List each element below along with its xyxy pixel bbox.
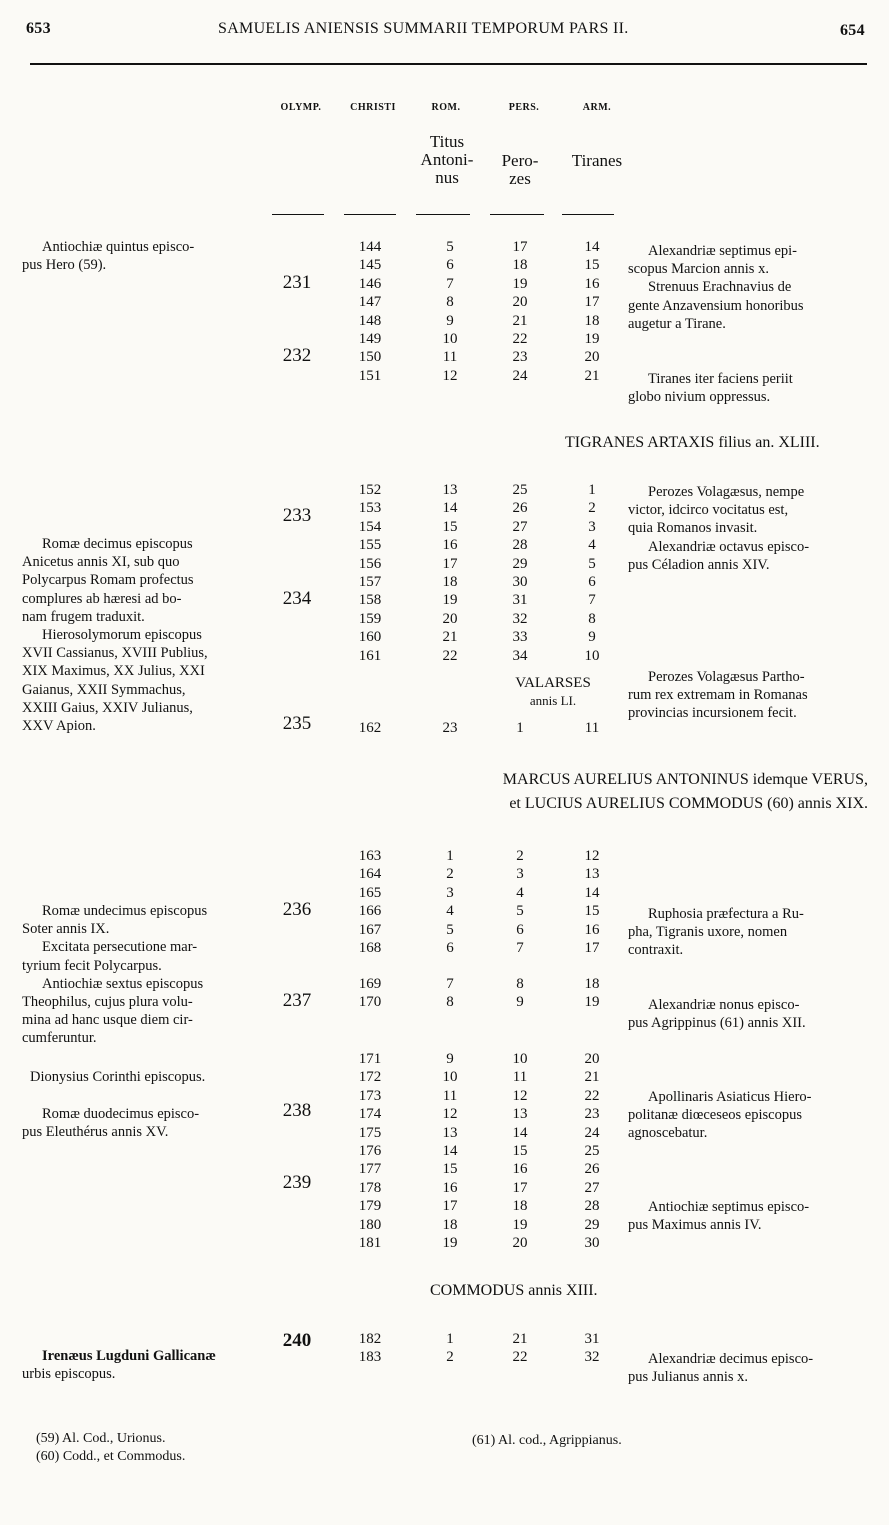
running-title: SAMUELIS ANIENSIS SUMMARII TEMPORUM PARS II.: [218, 20, 629, 37]
cell-rom: 21: [442, 629, 458, 646]
cell-christi: 160: [358, 629, 382, 646]
cell-pers: 6: [516, 921, 524, 938]
cell-arm: 15: [584, 903, 600, 920]
cell-rom: 5: [446, 921, 454, 938]
cell-pers: 21: [512, 1331, 528, 1347]
cell-christi: 153: [358, 500, 382, 517]
cell-arm: 13: [584, 866, 600, 883]
cell-christi: 163: [358, 848, 382, 864]
cell-christi: 145: [358, 257, 382, 274]
cell-arm: 20: [584, 349, 600, 366]
cell-christi: 176: [358, 1143, 382, 1159]
cell-christi: 165: [358, 884, 382, 901]
cell-rom: 7: [446, 976, 454, 992]
cell-arm: 7: [588, 592, 596, 609]
cell-rom: 4: [446, 903, 454, 920]
cell-christi: 182: [358, 1331, 382, 1347]
cell-rom: 18: [442, 1216, 458, 1233]
cell-pers: 32: [512, 610, 528, 627]
ruler-rom: Titus Antoni- nus: [420, 132, 474, 187]
cell-christi: 157: [358, 574, 382, 590]
cell-rom: 12: [442, 367, 458, 384]
cell-pers: 28: [512, 537, 528, 554]
right-annotation: Ruphosia præfectura a Ru- pha, Tigranis uxore, nomen contraxit.: [628, 906, 804, 959]
column-rule: [416, 214, 470, 215]
cell-arm: 12: [584, 848, 600, 864]
cell-pers: 20: [512, 294, 528, 311]
cell-arm: 16: [584, 921, 600, 938]
cell-pers: 22: [512, 331, 528, 347]
cell-rom: 15: [442, 1161, 458, 1178]
cell-arm: 18: [584, 976, 600, 992]
cell-arm: 8: [588, 610, 596, 627]
cell-arm: 28: [584, 1198, 600, 1215]
cell-arm: 21: [584, 1069, 600, 1086]
right-annotation: Alexandriæ septimus epi- scopus Marcion annis x. Strenuus Erachnavius de gente Anzavensium honoribus augetur a Tirane.: [628, 243, 804, 332]
cell-pers: 27: [512, 518, 528, 535]
cell-pers: 26: [512, 500, 528, 517]
cell-christi: 170: [358, 994, 382, 1011]
cell-arm: 19: [584, 331, 600, 347]
cell-rom: 2: [446, 866, 454, 883]
cell-christi: 180: [358, 1216, 382, 1233]
cell-rom: 17: [442, 1198, 458, 1215]
cell-arm: 10: [584, 647, 600, 664]
table-row: [0, 1234, 889, 1252]
cell-rom: 3: [446, 884, 454, 901]
olympiad-number: 236: [282, 899, 312, 920]
cell-pers: 1: [516, 720, 524, 736]
cell-christi: 178: [358, 1179, 382, 1196]
cell-pers: 19: [512, 1216, 528, 1233]
page-number-right: 654: [840, 22, 865, 39]
cell-rom: 10: [442, 1069, 458, 1086]
cell-pers: 30: [512, 574, 528, 590]
cell-pers: 4: [516, 884, 524, 901]
cell-arm: 19: [584, 994, 600, 1011]
cell-pers: 24: [512, 367, 528, 384]
column-header-pers: PERS.: [508, 102, 540, 113]
cell-arm: 6: [588, 574, 596, 590]
cell-rom: 22: [442, 647, 458, 664]
cell-pers: 17: [512, 1179, 528, 1196]
table-row: [0, 865, 889, 883]
left-annotation: Irenæus Lugduni Gallicanæ urbis episcopus.: [22, 1348, 216, 1383]
cell-rom: 14: [442, 500, 458, 517]
cell-arm: 17: [584, 294, 600, 311]
cell-rom: 16: [442, 537, 458, 554]
cell-christi: 146: [358, 275, 382, 292]
cell-arm: 3: [588, 518, 596, 535]
cell-rom: 15: [442, 518, 458, 535]
cell-arm: 26: [584, 1161, 600, 1178]
cell-rom: 16: [442, 1179, 458, 1196]
cell-rom: 9: [446, 1051, 454, 1067]
cell-rom: 1: [446, 848, 454, 864]
cell-christi: 181: [358, 1235, 382, 1251]
cell-pers: 29: [512, 555, 528, 572]
olympiad-number: 233: [282, 505, 312, 526]
cell-rom: 10: [442, 331, 458, 347]
cell-arm: 20: [584, 1051, 600, 1067]
cell-rom: 18: [442, 574, 458, 590]
cell-christi: 147: [358, 294, 382, 311]
table-row: [0, 1142, 889, 1160]
section-heading-tigranes: TIGRANES ARTAXIS filius an. XLIII.: [565, 434, 820, 451]
cell-christi: 169: [358, 976, 382, 992]
header-rule: [30, 63, 867, 65]
column-header-olymp: OLYMP.: [280, 102, 322, 113]
cell-rom: 14: [442, 1143, 458, 1159]
column-rule: [272, 214, 324, 215]
olympiad-number: 240: [282, 1330, 312, 1351]
cell-christi: 175: [358, 1124, 382, 1141]
ruler-valarses: VALARSES annis LI.: [515, 675, 591, 708]
cell-arm: 9: [588, 629, 596, 646]
cell-christi: 155: [358, 537, 382, 554]
cell-arm: 32: [584, 1349, 600, 1366]
cell-pers: 11: [512, 1069, 528, 1086]
cell-rom: 11: [442, 349, 458, 366]
olympiad-number: 238: [282, 1100, 312, 1121]
right-annotation: Antiochiæ septimus episco- pus Maximus annis IV.: [628, 1199, 810, 1234]
cell-christi: 166: [358, 903, 382, 920]
cell-pers: 34: [512, 647, 528, 664]
cell-pers: 8: [516, 976, 524, 992]
section-heading-marcus: MARCUS AURELIUS ANTONINUS idemque VERUS, et LUCIUS AURELIUS COMMODUS (60) annis XIX.: [502, 771, 868, 812]
left-annotation: Romæ decimus episcopus Anicetus annis XI, sub quo Polycarpus Romam profectus complures ab hæresi ad bo- nam frugem traduxit. Hierosolymorum episcopus XVII Cassianus, XVIII Publius, XIX Maximus, XX Julius, XXI Gaianus, XXII Symmachus, XXIII Gaius, XXIV Julianus, XXV Apion.: [22, 536, 208, 735]
cell-pers: 33: [512, 629, 528, 646]
left-annotation: Romæ undecimus episcopus Soter annis IX. Excitata persecutione mar- tyrium fecit Polycarpus. Antiochiæ sextus episcopus Theophilus, cujus plura volu- mina ad hanc usque diem cir- cumferuntur.: [22, 903, 208, 1047]
cell-christi: 183: [358, 1349, 382, 1366]
cell-pers: 17: [512, 239, 528, 255]
page-number-left: 653: [26, 20, 51, 37]
cell-pers: 12: [512, 1087, 528, 1104]
cell-pers: 9: [516, 994, 524, 1011]
olympiad-number: 239: [282, 1172, 312, 1193]
cell-rom: 6: [446, 257, 454, 274]
cell-arm: 1: [588, 482, 596, 498]
cell-arm: 31: [584, 1331, 600, 1347]
ruler-pers: Pero- zes: [501, 151, 539, 188]
cell-christi: 159: [358, 610, 382, 627]
cell-arm: 22: [584, 1087, 600, 1104]
cell-rom: 17: [442, 555, 458, 572]
cell-arm: 24: [584, 1124, 600, 1141]
cell-christi: 149: [358, 331, 382, 347]
cell-rom: 9: [446, 312, 454, 329]
cell-rom: 6: [446, 940, 454, 956]
cell-rom: 2: [446, 1349, 454, 1366]
cell-rom: 8: [446, 994, 454, 1011]
right-annotation: Apollinaris Asiaticus Hiero- politanæ diœceseos episcopus agnoscebatur.: [628, 1089, 812, 1142]
right-annotation: Perozes Volagæsus, nempe victor, idcirco vocitatus est, quia Romanos invasit. Alexandriæ octavus episco- pus Céladion annis XIV.: [628, 484, 810, 573]
table-row: [0, 1330, 889, 1348]
column-rule: [344, 214, 396, 215]
right-annotation: Alexandriæ decimus episco- pus Julianus annis x.: [628, 1351, 814, 1386]
table-row: [0, 847, 889, 865]
column-header-arm: ARM.: [582, 102, 612, 113]
column-header-christi: CHRISTI: [350, 102, 396, 113]
cell-arm: 4: [588, 537, 596, 554]
cell-arm: 17: [584, 940, 600, 956]
cell-christi: 171: [358, 1051, 382, 1067]
cell-arm: 2: [588, 500, 596, 517]
cell-pers: 18: [512, 1198, 528, 1215]
section-heading-commodus: COMMODUS annis XIII.: [430, 1282, 598, 1299]
cell-christi: 174: [358, 1106, 382, 1123]
olympiad-number: 237: [282, 990, 312, 1011]
cell-pers: 22: [512, 1349, 528, 1366]
cell-arm: 18: [584, 312, 600, 329]
right-annotation: Alexandriæ nonus episco- pus Agrippinus (61) annis XII.: [628, 997, 806, 1032]
left-annotation: Dionysius Corinthi episcopus.: [30, 1069, 206, 1085]
cell-christi: 167: [358, 921, 382, 938]
cell-christi: 156: [358, 555, 382, 572]
cell-pers: 15: [512, 1143, 528, 1159]
cell-christi: 152: [358, 482, 382, 498]
cell-rom: 23: [442, 720, 458, 736]
cell-arm: 15: [584, 257, 600, 274]
cell-christi: 148: [358, 312, 382, 329]
olympiad-number: 234: [282, 588, 312, 609]
cell-christi: 173: [358, 1087, 382, 1104]
cell-arm: 14: [584, 239, 600, 255]
cell-pers: 23: [512, 349, 528, 366]
table-row: [0, 1179, 889, 1197]
table-row: [0, 1050, 889, 1068]
cell-pers: 10: [512, 1051, 528, 1067]
cell-christi: 162: [358, 720, 382, 736]
column-header-rom: ROM.: [431, 102, 461, 113]
cell-christi: 168: [358, 940, 382, 956]
right-annotation: Perozes Volagæsus Partho- rum rex extremam in Romanas provincias incursionem fecit.: [628, 669, 808, 722]
cell-arm: 14: [584, 884, 600, 901]
cell-christi: 154: [358, 518, 382, 535]
olympiad-number: 235: [282, 713, 312, 734]
footnote-61: (61) Al. cod., Agrippianus.: [472, 1433, 622, 1448]
column-rule: [490, 214, 544, 215]
cell-christi: 151: [358, 367, 382, 384]
cell-arm: 11: [584, 720, 600, 736]
cell-arm: 5: [588, 555, 596, 572]
cell-pers: 31: [512, 592, 528, 609]
cell-rom: 12: [442, 1106, 458, 1123]
cell-christi: 179: [358, 1198, 382, 1215]
left-annotation: Antiochiæ quintus episco- pus Hero (59).: [22, 239, 195, 274]
olympiad-number: 232: [282, 345, 312, 366]
left-annotation: Romæ duodecimus episco- pus Eleuthérus annis XV.: [22, 1106, 200, 1141]
cell-arm: 21: [584, 367, 600, 384]
cell-arm: 27: [584, 1179, 600, 1196]
olympiad-number: 231: [282, 272, 312, 293]
ruler-arm: Tiranes: [571, 151, 623, 170]
cell-arm: 16: [584, 275, 600, 292]
cell-pers: 20: [512, 1235, 528, 1251]
cell-pers: 14: [512, 1124, 528, 1141]
cell-rom: 13: [442, 1124, 458, 1141]
cell-pers: 19: [512, 275, 528, 292]
cell-rom: 19: [442, 1235, 458, 1251]
cell-rom: 11: [442, 1087, 458, 1104]
cell-arm: 25: [584, 1143, 600, 1159]
cell-rom: 7: [446, 275, 454, 292]
cell-rom: 20: [442, 610, 458, 627]
cell-pers: 25: [512, 482, 528, 498]
cell-pers: 13: [512, 1106, 528, 1123]
table-row: [0, 348, 889, 366]
cell-rom: 1: [446, 1331, 454, 1347]
cell-christi: 172: [358, 1069, 382, 1086]
table-row: [0, 884, 889, 902]
cell-pers: 5: [516, 903, 524, 920]
cell-christi: 150: [358, 349, 382, 366]
cell-arm: 30: [584, 1235, 600, 1251]
table-row: [0, 1160, 889, 1178]
cell-pers: 2: [516, 848, 524, 864]
cell-pers: 7: [516, 940, 524, 956]
cell-pers: 3: [516, 866, 524, 883]
footnote-60: (60) Codd., et Commodus.: [36, 1449, 186, 1464]
cell-christi: 144: [358, 239, 382, 255]
cell-arm: 23: [584, 1106, 600, 1123]
cell-christi: 161: [358, 647, 382, 664]
cell-rom: 19: [442, 592, 458, 609]
footnote-59: (59) Al. Cod., Urionus.: [36, 1431, 166, 1446]
cell-christi: 158: [358, 592, 382, 609]
cell-christi: 164: [358, 866, 382, 883]
column-rule: [562, 214, 614, 215]
cell-christi: 177: [358, 1161, 382, 1178]
cell-rom: 5: [446, 239, 454, 255]
cell-pers: 16: [512, 1161, 528, 1178]
right-annotation: Tiranes iter faciens periit globo nivium oppressus.: [628, 371, 793, 406]
cell-arm: 29: [584, 1216, 600, 1233]
cell-rom: 8: [446, 294, 454, 311]
cell-pers: 21: [512, 312, 528, 329]
cell-pers: 18: [512, 257, 528, 274]
cell-rom: 13: [442, 482, 458, 498]
